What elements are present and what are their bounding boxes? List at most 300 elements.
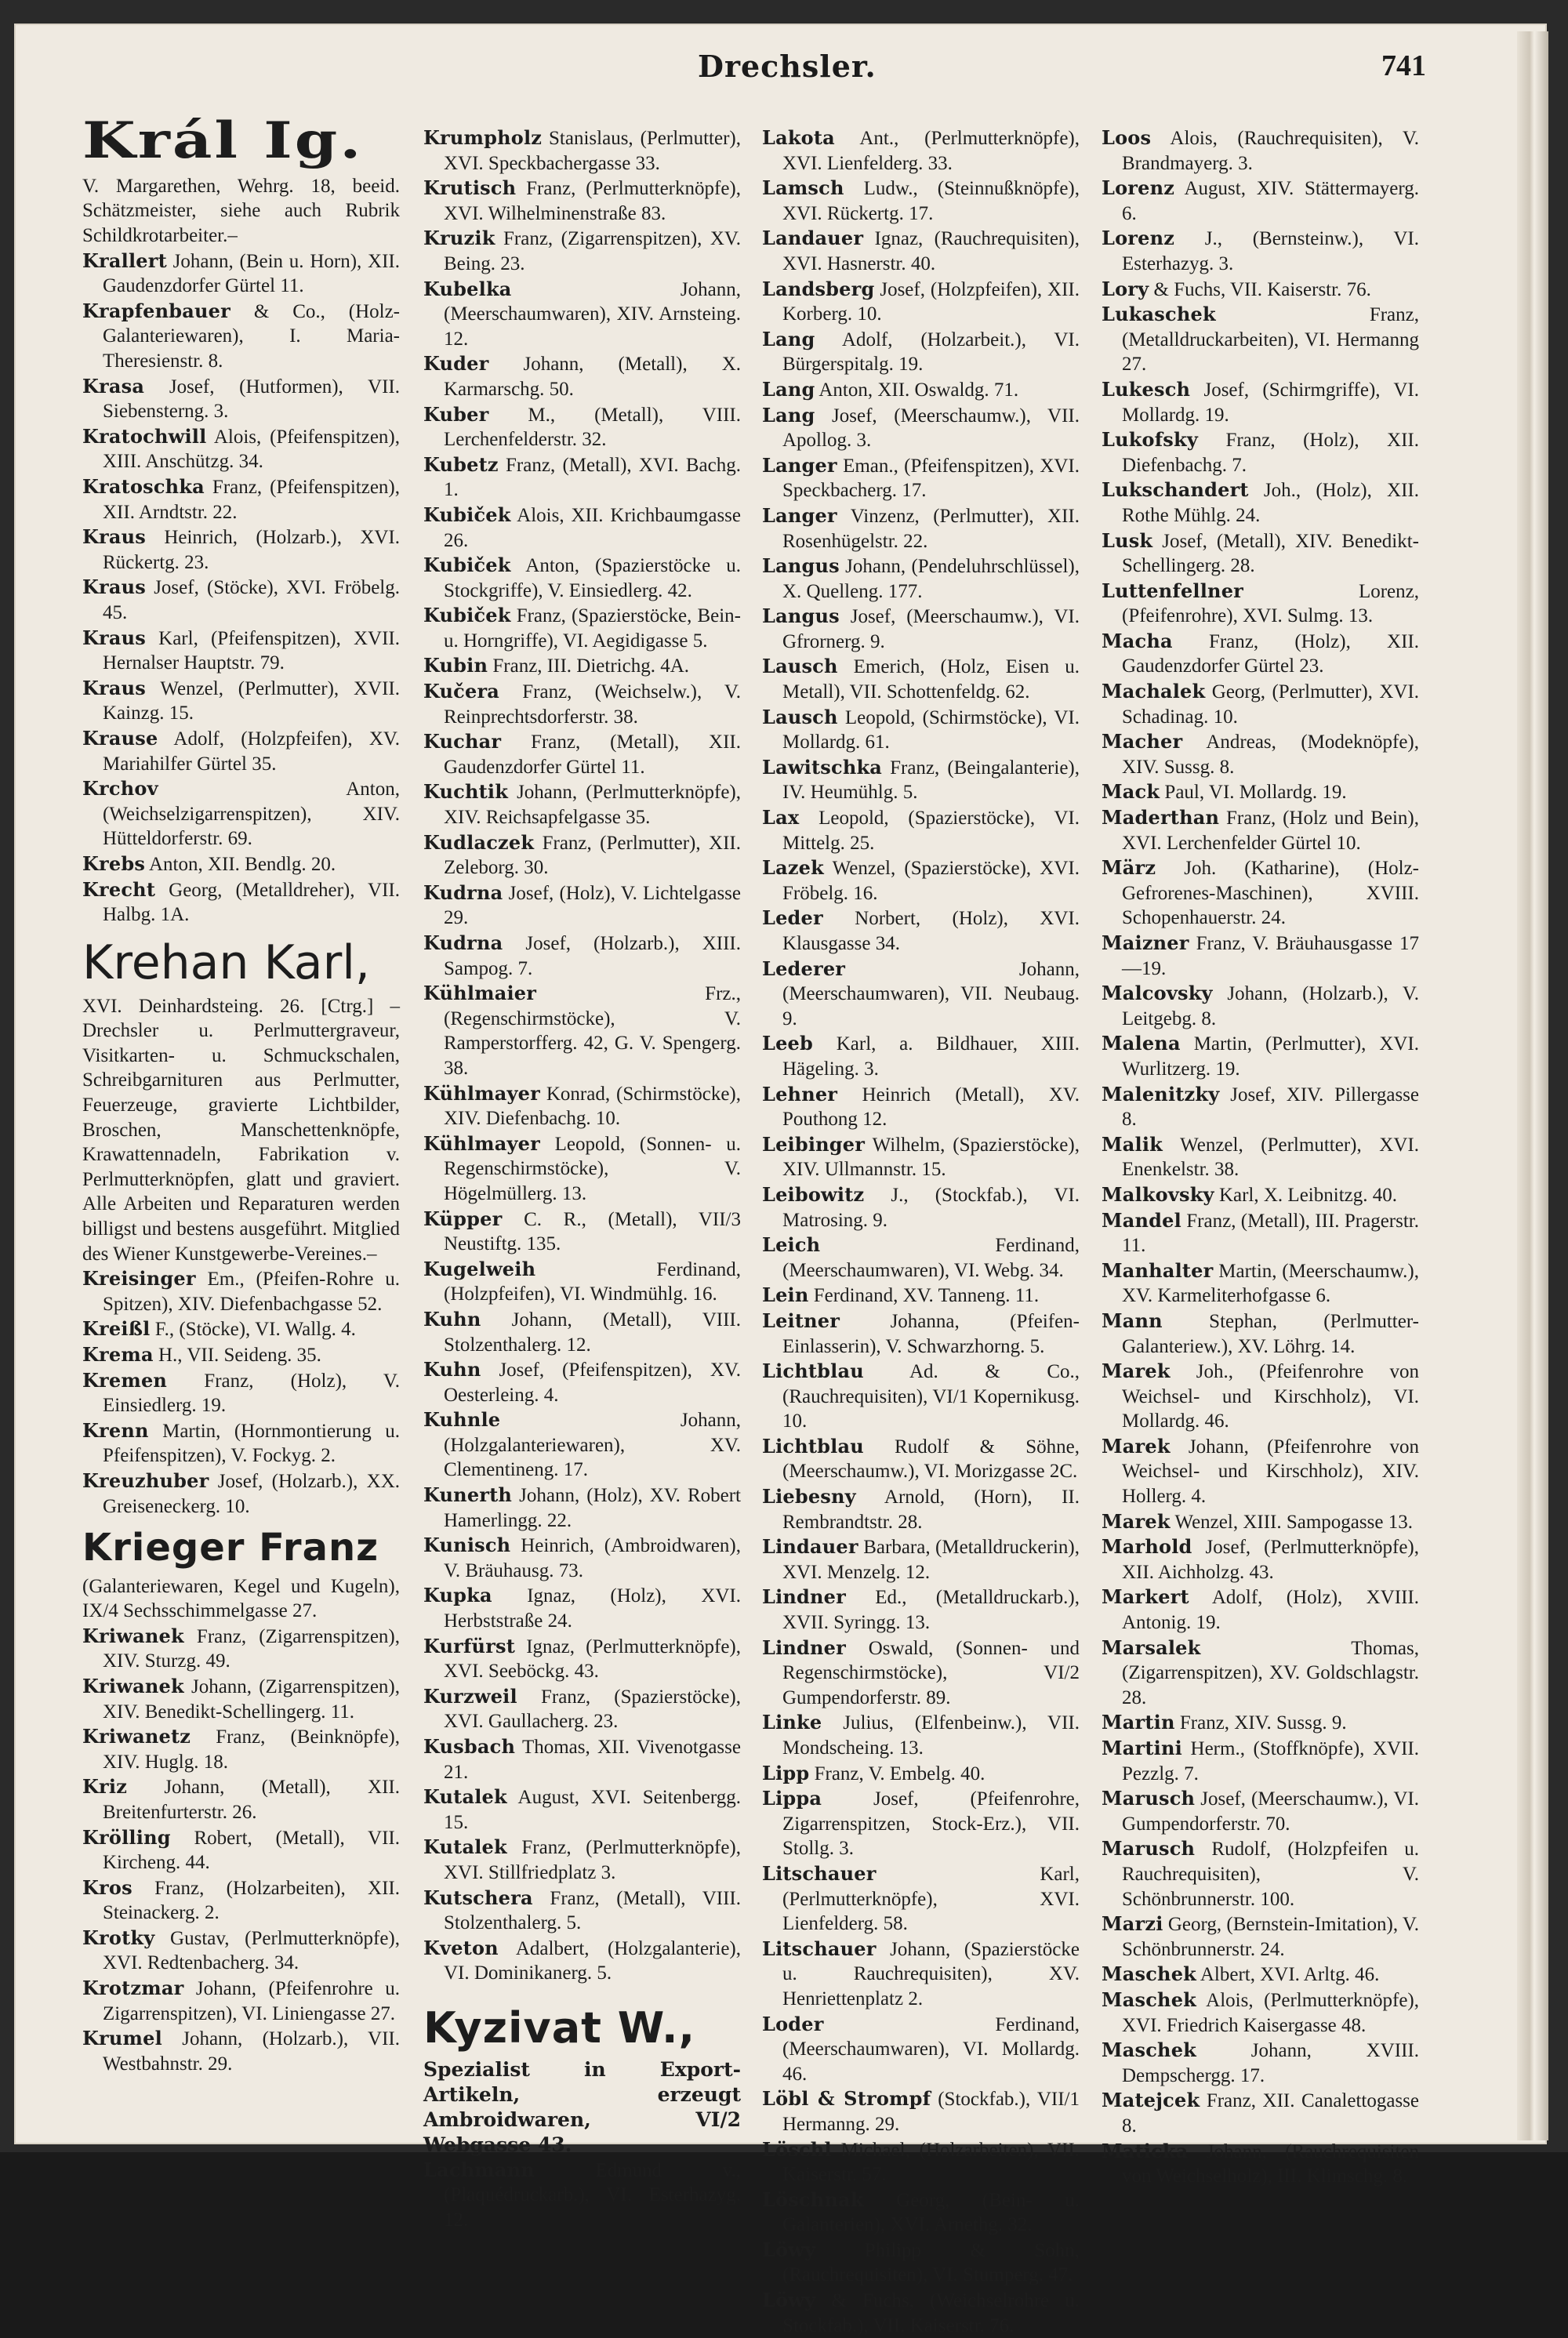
entry-name: Kupka bbox=[423, 1584, 492, 1607]
entry-details: Johann, (Pendeluhrschlüssel), X. Quelleng. 177. bbox=[782, 556, 1080, 602]
entry-details: Josef, (Holz), V. Lichtelgasse 29. bbox=[444, 882, 741, 929]
entry-details: Josef, (Holzarb.), XIII. Sampog. 7. bbox=[444, 933, 741, 979]
entry-name: Martin bbox=[1102, 1711, 1175, 1734]
entry-details: Albert, XVI. Arltg. 46. bbox=[1200, 1964, 1380, 1986]
entry-details: Franz, (Metall), III. Pragerstr. 11. bbox=[1122, 1210, 1419, 1257]
directory-entry bbox=[82, 1624, 400, 1674]
directory-entry bbox=[82, 1368, 400, 1418]
entry-details: Josef, (Meerschaumw.), VI. Gumpendorferstr. 70. bbox=[1122, 1788, 1419, 1835]
entry-details: Ant., (Perlmutterknöpfe), XVI. Lienfelderg. 33. bbox=[782, 128, 1080, 174]
entry-details: Philipp & Sohn, (Rauchrequisiten), VI. Stumperg. 47. bbox=[782, 2239, 1080, 2286]
directory-entry bbox=[423, 931, 741, 981]
entry-name: Marek bbox=[1102, 1434, 1171, 1458]
directory-entry bbox=[423, 1207, 741, 1257]
directory-entry bbox=[1102, 2139, 1419, 2189]
column-4 bbox=[1102, 125, 1419, 2189]
directory-entry bbox=[1102, 125, 1419, 176]
entry-name: Kusbach bbox=[423, 1735, 516, 1758]
entry-name: Lindner bbox=[762, 1636, 846, 1659]
entry-name: Lorenz bbox=[1102, 227, 1175, 250]
entry-details: Josef, (Meerschaumw.), VII. Apollog. 3. bbox=[782, 405, 1080, 452]
entry-name: Loder bbox=[762, 2012, 824, 2035]
entry-details: Paul, VI. Mollardg. 19. bbox=[1164, 782, 1347, 804]
entry-details: Josef, (Stöcke), XVI. Fröbelg. 45. bbox=[103, 577, 401, 623]
entry-name: Kuber bbox=[423, 402, 489, 426]
directory-entry bbox=[762, 2086, 1080, 2137]
entry-name: Kuhnle bbox=[423, 1408, 501, 1432]
entry-details: Joh., (Pfeifenrohre von Weichsel- und Kirschholz), VI. Mollardg. 46. bbox=[1122, 1361, 1419, 1432]
entry-details: Andreas, (Modeknöpfe), XIV. Sussg. 8. bbox=[1122, 732, 1419, 778]
entry-name: Markert bbox=[1102, 1585, 1189, 1609]
entry-name: Kudrna bbox=[423, 880, 503, 904]
entry-name: Kros bbox=[82, 1875, 132, 1899]
entry-name: Kurzweil bbox=[423, 1684, 517, 1708]
entry-details: Franz, (Perlmutter), XII. Zeleborg. 30. bbox=[444, 832, 741, 879]
entry-details: Georg, (Bernstein-Imitation), V. Schönbrunnerstr. 24. bbox=[1122, 1914, 1419, 1960]
directory-entry bbox=[423, 1081, 741, 1131]
entry-details: Karl, (Perlmutterknöpfe), XVI. Lienfelderg. 58. bbox=[782, 1863, 1080, 1935]
entry-details: Eman., (Pfeifenspitzen), XVI. Speckbacherg. 17. bbox=[782, 455, 1080, 502]
entry-details: Franz, (Pfeifenspitzen), XII. Arndtstr. 22. bbox=[103, 477, 401, 523]
entry-name: Kuchtik bbox=[423, 780, 509, 804]
directory-entry bbox=[423, 1734, 741, 1784]
entry-details: Josef, (Pfeifenrohre, Zigarrenspitzen, Stock-Erz.), VII. Stollg. 3. bbox=[782, 1788, 1080, 1860]
entry-name: Kraus bbox=[82, 676, 147, 699]
entry-details: Gustav, (Perlmutterknöpfe), XVI. Redtenbacherg. 34. bbox=[103, 1927, 400, 1974]
entry-details: Franz, V. Bräuhausgasse 17—19. bbox=[1122, 933, 1420, 979]
directory-entry bbox=[1102, 1309, 1419, 1359]
entry-details: Franz, (Weichselw.), V. Reinprechtsdorferstr. 38. bbox=[444, 681, 742, 728]
directory-entry bbox=[762, 1710, 1080, 1760]
directory-entry bbox=[1102, 629, 1419, 679]
directory-entry bbox=[82, 1976, 400, 2026]
directory-entry bbox=[1102, 1636, 1419, 1711]
directory-entry bbox=[423, 729, 741, 779]
directory-entry bbox=[762, 1534, 1080, 1585]
directory-entry bbox=[1102, 1258, 1419, 1309]
entry-details: Oswald, (Sonnen- und Regenschirmstöcke), VI/2 Gumpendorferstr. 89. bbox=[782, 1637, 1080, 1708]
directory-entry bbox=[423, 1784, 741, 1835]
entry-name: Macha bbox=[1102, 629, 1173, 652]
entry-name: Kuder bbox=[423, 352, 489, 376]
entry-details: Wilhelm, (Spazierstöcke), XIV. Ullmannstr. 15. bbox=[782, 1134, 1080, 1181]
entry-details: Johann, (Rauchrequisiten von Weichselholz), III. Klimschg. 8. bbox=[1122, 2140, 1419, 2187]
directory-entry bbox=[1102, 176, 1419, 226]
directory-entry bbox=[423, 2158, 741, 2233]
directory-entry bbox=[423, 830, 741, 880]
entry-name: Kunisch bbox=[423, 1534, 511, 1557]
directory-entry bbox=[1102, 579, 1419, 629]
directory-entry bbox=[762, 1309, 1080, 1359]
entry-name: Kühlmayer bbox=[423, 1081, 540, 1105]
entry-name: Mann bbox=[1102, 1309, 1163, 1332]
entry-details: Johann, (Meerschaumwaren), XIV. Arnsteing. 12. bbox=[444, 278, 741, 350]
page-edge bbox=[1517, 31, 1548, 2140]
directory-entry bbox=[423, 1835, 741, 1885]
entry-name: Lorenz bbox=[1102, 176, 1175, 200]
display-ad-name: Krehan Karl, bbox=[82, 935, 370, 990]
entry-name: Kraus bbox=[82, 575, 147, 599]
entry-name: Lory bbox=[1102, 277, 1149, 300]
entry-details: J., (Stockfab.), VI. Matrosing. 9. bbox=[782, 1184, 1080, 1231]
entry-name: Lindauer bbox=[762, 1535, 858, 1559]
entry-details: Heinrich (Metall), XV. Pouthong 12. bbox=[782, 1084, 1080, 1131]
entry-name: Kriwanek bbox=[82, 1674, 184, 1697]
entry-name: Loos bbox=[1102, 126, 1152, 149]
directory-entry bbox=[1102, 1710, 1419, 1736]
entry-details: C. R., (Metall), VII/3 Neustiftg. 135. bbox=[444, 1208, 741, 1255]
entry-details: Franz, (Spazierstöcke), XVI. Gaullacherg. 23. bbox=[444, 1686, 742, 1733]
entry-name: Lehner bbox=[762, 1082, 838, 1105]
entry-details: Stephan, (Perlmutter-Galanteriew.), XV. Löhrg. 14. bbox=[1122, 1310, 1419, 1357]
entry-name: Krebs bbox=[82, 851, 146, 875]
entry-details: Ferdinand, (Meerschaumwaren), VI. Webg. 34. bbox=[782, 1235, 1080, 1281]
entry-name: Kruzik bbox=[423, 227, 495, 250]
entry-details: Anton, (Weichselzigarrenspitzen), XIV. Hütteldorferstr. 69. bbox=[103, 779, 400, 850]
display-ad-text: Spezialist in Export-Artikeln, erzeugt Ambroidwaren, VI/2 Webgasse 43. bbox=[423, 2057, 741, 2156]
directory-entry bbox=[1102, 805, 1419, 855]
entry-name: Lax bbox=[762, 806, 800, 830]
directory-entry bbox=[1102, 226, 1419, 276]
entry-name: Langer bbox=[762, 503, 837, 527]
entry-details: Ferdinand, (Holzpfeifen), VI. Windmühlg. 16. bbox=[444, 1258, 741, 1305]
entry-name: Marsalek bbox=[1102, 1636, 1201, 1659]
entry-details: Johann, (Zigarrenspitzen), XIV. Benedikt-Schellingerg. 11. bbox=[103, 1675, 400, 1723]
directory-entry bbox=[1102, 1434, 1419, 1509]
entry-name: Krenn bbox=[82, 1418, 149, 1442]
directory-entry bbox=[423, 653, 741, 679]
directory-entry bbox=[762, 1937, 1080, 2012]
directory-entry bbox=[82, 1926, 400, 1976]
entry-name: Maschek bbox=[1102, 1988, 1196, 2011]
entry-details: Ignaz, (Rauchrequisiten), XVI. Hasnerstr. 40. bbox=[782, 228, 1080, 274]
directory-entry bbox=[762, 1359, 1080, 1434]
directory-entry bbox=[1102, 981, 1419, 1031]
directory-entry bbox=[1102, 1359, 1419, 1434]
directory-entry bbox=[762, 226, 1080, 276]
directory-entry bbox=[82, 1875, 400, 1926]
entry-name: Malik bbox=[1102, 1132, 1163, 1156]
entry-name: Lukofsky bbox=[1102, 428, 1198, 452]
entry-details: Adalbert, (Holzgalanterie), VI. Dominikanerg. 5. bbox=[444, 1937, 741, 1984]
entry-details: Johann, (Pfeifenrohre von Weichsel- und Kirschholz), XIV. Hollerg. 4. bbox=[1122, 1436, 1420, 1508]
entry-name: Kučera bbox=[423, 680, 500, 703]
directory-entry bbox=[762, 855, 1080, 906]
directory-entry bbox=[1102, 528, 1419, 579]
directory-entry bbox=[1102, 779, 1419, 805]
entry-details: Georg, (Perlmutter), XVI. Schadinag. 10. bbox=[1122, 681, 1420, 728]
entry-name: Lippa bbox=[762, 1787, 822, 1810]
entry-details: Josef, XIV. Pillergasse 8. bbox=[1122, 1084, 1420, 1131]
directory-entry bbox=[82, 1724, 400, 1774]
directory-entry bbox=[423, 1357, 741, 1407]
directory-entry bbox=[82, 676, 400, 726]
entry-name: Krutisch bbox=[423, 176, 517, 200]
directory-entry bbox=[762, 604, 1080, 654]
entry-details: Arnold, (Horn), II. Rembrandtstr. 28. bbox=[782, 1487, 1080, 1533]
entry-name: Marek bbox=[1102, 1509, 1171, 1533]
directory-entry bbox=[423, 1634, 741, 1684]
entry-details: Josef, (Metall), XIV. Benedikt-Schellingerg. 28. bbox=[1122, 530, 1420, 577]
directory-entry bbox=[1102, 277, 1419, 303]
entry-name: Leder bbox=[762, 906, 823, 930]
entry-name: Lachmann bbox=[423, 2158, 535, 2181]
entry-details: & Fuchs, VII. Kaiserstr. 76. bbox=[1153, 278, 1371, 300]
entry-details: Alois, XII. Krichbaumgasse 26. bbox=[444, 504, 742, 551]
entry-name: Malcovsky bbox=[1102, 982, 1213, 1005]
entry-name: Lukschandert bbox=[1102, 478, 1249, 502]
directory-entry bbox=[1102, 302, 1419, 377]
entry-details: Franz, (Holz), XII. Gaudenzdorfer Gürtel 23. bbox=[1122, 630, 1420, 677]
entry-details: Johann, XVIII. Dempschergg. 17. bbox=[1122, 2040, 1419, 2086]
directory-entry bbox=[82, 1266, 400, 1316]
entry-name: Liebesny bbox=[762, 1485, 856, 1508]
entry-details: H., VII. Seideng. 35. bbox=[158, 1345, 321, 1367]
directory-entry bbox=[82, 1825, 400, 1875]
entry-details: Ferdinand, XV. Tanneng. 11. bbox=[813, 1285, 1040, 1307]
entry-name: Krölling bbox=[82, 1825, 171, 1849]
entry-name: Matejcek bbox=[1102, 2089, 1200, 2112]
entry-details: Leopold, (Schirmstöcke), VI. Mollardg. 61. bbox=[782, 706, 1080, 753]
entry-details: Johann, (Spazierstöcke u. Rauchrequisiten), XV. Henriettenplatz 2. bbox=[782, 1938, 1080, 2009]
entry-name: Kurfürst bbox=[423, 1634, 516, 1657]
entry-name: Krumel bbox=[82, 2027, 162, 2050]
entry-name: Kubin bbox=[423, 654, 488, 677]
entry-name: Kudrna bbox=[423, 931, 503, 954]
entry-name: Kratochwill bbox=[82, 424, 207, 448]
entry-name: Litschauer bbox=[762, 1937, 877, 1960]
entry-name: Kuhn bbox=[423, 1307, 481, 1331]
entry-name: Kuhn bbox=[423, 1358, 481, 1381]
entry-details: Johann, (Holz), XV. Robert Hamerlingg. 22. bbox=[444, 1485, 742, 1531]
entry-details: Johann, (Perlmutterknöpfe), XIV. Reichsapfelgasse 35. bbox=[444, 782, 741, 829]
directory-entry bbox=[762, 1132, 1080, 1182]
entry-details: Franz, (Holz), V. Einsiedlerg. 19. bbox=[103, 1370, 400, 1417]
entry-details: Rudolf, (Holzpfeifen u. Rauchrequisiten), V. Schönbrunnerstr. 100. bbox=[1122, 1839, 1419, 1910]
directory-entry bbox=[762, 957, 1080, 1032]
entry-details: Martin, (Perlmutter), XVI. Wurlitzerg. 19. bbox=[1122, 1033, 1420, 1080]
directory-entry bbox=[1102, 1132, 1419, 1182]
entry-name: Kremen bbox=[82, 1368, 168, 1392]
entry-details: M., (Metall), VIII. Lerchenfelderstr. 32. bbox=[444, 404, 742, 451]
entry-name: Krchov bbox=[82, 777, 158, 801]
entry-name: Krallert bbox=[82, 249, 167, 272]
entry-name: Maschek bbox=[1102, 2038, 1196, 2062]
directory-entry bbox=[423, 1886, 741, 1936]
entry-details: Josef, (Perlmutterknöpfe), XII. Aichholzg. 43. bbox=[1122, 1537, 1420, 1583]
entry-details: Ferdinand, (Meerschaumwaren), VI. Mollardg. 46. bbox=[782, 2013, 1080, 2085]
entry-name: Kriwanek bbox=[82, 1624, 184, 1647]
directory-entry bbox=[423, 402, 741, 452]
entry-name: Maderthan bbox=[1102, 806, 1220, 830]
directory-entry bbox=[1102, 1031, 1419, 1081]
entry-details: Adolf, (Holzarbeit.), VI. Bürgerspitalg. 19. bbox=[782, 329, 1080, 376]
entry-name: Marhold bbox=[1102, 1535, 1192, 1559]
directory-entry bbox=[423, 503, 741, 553]
directory-entry bbox=[1102, 931, 1419, 981]
entry-details: & Co., (Holz-Galanteriewaren), I. Maria-Theresienstr. 8. bbox=[103, 300, 401, 372]
directory-entry bbox=[423, 1257, 741, 1307]
entry-details: Franz, (Metall), XII. Gaudenzdorfer Gürtel 11. bbox=[444, 732, 741, 778]
entry-name: Malena bbox=[1102, 1032, 1181, 1055]
entry-name: Leibinger bbox=[762, 1132, 866, 1156]
entry-details: Adolf, (Holzpfeifen), XV. Mariahilfer Gürtel 35. bbox=[103, 728, 401, 775]
directory-entry bbox=[1102, 1988, 1419, 2038]
entry-details: Franz, V. Embelg. 40. bbox=[814, 1763, 985, 1784]
entry-details: (Stockfab.), VII/1 Hermanng. 29. bbox=[782, 2089, 1080, 2135]
entry-name: Lein bbox=[762, 1283, 809, 1307]
directory-entry bbox=[423, 1131, 741, 1207]
entry-details: Wenzel, (Perlmutter), XVII. Kainzg. 15. bbox=[103, 677, 400, 724]
entry-name: Landsberg bbox=[762, 277, 875, 300]
entry-details: Johann, (Holzarb.), V. Leitgebg. 8. bbox=[1122, 983, 1420, 1029]
directory-entry bbox=[762, 2238, 1080, 2288]
directory-entry bbox=[762, 2187, 1080, 2238]
entry-details: Anton, (Spazierstöcke u. Stockgriffe), V. Einsiedlerg. 42. bbox=[444, 555, 742, 601]
entry-details: Josef, (Hutformen), VII. Siebensterng. 3. bbox=[103, 376, 400, 423]
entry-name: Kubiček bbox=[423, 604, 511, 627]
entry-name: Lipp bbox=[762, 1761, 810, 1784]
entry-details: Franz, XIV. Sussg. 9. bbox=[1179, 1712, 1347, 1734]
entry-details: Johanna, (Pfeifen-Einlasserin), V. Schwarzhorng. 5. bbox=[782, 1310, 1080, 1357]
entry-name: Mandel bbox=[1102, 1208, 1181, 1232]
entry-name: Kreisinger bbox=[82, 1267, 196, 1291]
entry-details: Franz, (Zigarrenspitzen), XIV. Sturzg. 49. bbox=[103, 1625, 400, 1672]
entry-details: Martin, (Hornmontierung u. Pfeifenspitzen), V. Fockyg. 2. bbox=[103, 1420, 400, 1467]
entry-name: Krause bbox=[82, 726, 158, 750]
directory-entry bbox=[82, 1469, 400, 1519]
display-ad-name: Kyzivat W., bbox=[423, 2002, 695, 2053]
directory-entry bbox=[82, 851, 400, 877]
directory-entry bbox=[1102, 729, 1419, 779]
entry-details: J., (Bernsteinw.), VI. Esterhazyg. 3. bbox=[1122, 228, 1419, 274]
entry-name: Lukesch bbox=[1102, 377, 1191, 401]
directory-entry bbox=[1102, 1736, 1419, 1786]
entry-details: Johann, (Metall), VIII. Stolzenthalerg. 12. bbox=[444, 1309, 742, 1356]
entry-details: Josef, (Pfeifenspitzen), XV. Oesterleing. 4. bbox=[444, 1360, 742, 1406]
entry-name: Langus bbox=[762, 554, 840, 578]
directory-entry bbox=[762, 277, 1080, 327]
entry-details: Franz, (Perlmutterknöpfe), XVI. Wilhelminenstraße 83. bbox=[444, 178, 741, 224]
entry-name: Leich bbox=[762, 1233, 821, 1257]
entry-name: Löwy bbox=[762, 2238, 816, 2261]
entry-details: Franz, (Perlmutterknöpfe), XVI. Stillfriedplatz 3. bbox=[444, 1837, 741, 1883]
directory-entry bbox=[762, 125, 1080, 176]
directory-entry bbox=[82, 1342, 400, 1368]
entry-name: Marusch bbox=[1102, 1787, 1196, 1810]
directory-entry bbox=[762, 1283, 1080, 1309]
directory-entry bbox=[423, 553, 741, 603]
directory-entry bbox=[82, 877, 400, 928]
entry-details: Michael, (Holzarbeiten), VII. Kaiserstr. 57. bbox=[782, 2139, 1080, 2186]
directory-entry bbox=[762, 1861, 1080, 1937]
entry-details: Anton, XII. Bendlg. 20. bbox=[148, 853, 336, 875]
entry-details: Karl, X. Leibnitzg. 40. bbox=[1218, 1184, 1397, 1206]
entry-details: Johann, (Holzarb.), VII. Westbahnstr. 29. bbox=[103, 2028, 401, 2075]
directory-entry bbox=[423, 1936, 741, 1986]
entry-details: Ignaz, (Holz), XVI. Herbststraße 24. bbox=[444, 1585, 741, 1632]
entry-name: Kutschera bbox=[423, 1886, 533, 1909]
directory-entry bbox=[423, 1583, 741, 1633]
entry-details: Em., (Pfeifen-Rohre u. Spitzen), XIV. Diefenbachgasse 52. bbox=[103, 1269, 401, 1315]
entry-details: Thomas, (Zigarrenspitzen), XV. Goldschlagstr. 28. bbox=[1122, 1637, 1419, 1708]
entry-name: Litschauer bbox=[762, 1861, 877, 1885]
entry-details: Joh., (Holz), XII. Rothe Mühlg. 24. bbox=[1122, 480, 1419, 526]
entry-name: Maschek bbox=[1102, 1962, 1196, 1986]
entry-details: Leopold, (Spazierstöcke), VI. Mittelg. 25. bbox=[782, 808, 1080, 854]
entry-details: Lorenz, (Pfeifenrohre), XVI. Sulmg. 13. bbox=[1122, 580, 1419, 627]
entry-details: Franz, (Metalldruckarbeiten), VI. Hermanng 27. bbox=[1122, 304, 1419, 376]
directory-entry bbox=[762, 1233, 1080, 1283]
entry-details: Josef, (Schirmgriffe), VI. Mollardg. 19. bbox=[1122, 379, 1419, 426]
entry-name: Marusch bbox=[1102, 1837, 1196, 1861]
entry-details: Ignaz, (Perlmutterknöpfe), XVI. Seeböckg. 43. bbox=[444, 1636, 742, 1683]
entry-details: Johann, (Metall), XII. Breitenfurterstr. 26. bbox=[103, 1777, 400, 1823]
directory-entry bbox=[762, 1585, 1080, 1635]
entry-details: Joh. (Katharine), (Holz-Gefrorenes-Maschinen), XVIII. Schopenhauerstr. 24. bbox=[1122, 858, 1420, 929]
directory-entry bbox=[1102, 477, 1419, 528]
entry-name: Macher bbox=[1102, 730, 1183, 753]
entry-details: Johann, (Holzgalanteriewaren), XV. Clementineng. 17. bbox=[444, 1410, 741, 1481]
directory-entry bbox=[82, 1316, 400, 1342]
entry-details: Herm., (Stoffknöpfe), XVII. Pezzlg. 7. bbox=[1122, 1738, 1419, 1784]
directory-entry bbox=[1102, 855, 1419, 931]
column-2 bbox=[423, 125, 741, 2232]
entry-name: Krumpholz bbox=[423, 126, 543, 149]
entry-details: Johann, (Bein u. Horn), XII. Gaudenzdorfer Gürtel 11. bbox=[103, 250, 400, 297]
entry-name: Krapfenbauer bbox=[82, 299, 230, 322]
directory-entry bbox=[762, 176, 1080, 226]
entry-name: Lausch bbox=[762, 705, 838, 728]
entry-name: Lakota bbox=[762, 126, 835, 149]
directory-entry bbox=[82, 2026, 400, 2076]
entry-details: Franz, (Beingalanterie), IV. Heumühlg. 5. bbox=[782, 757, 1080, 804]
entry-details: Karl, (Pfeifenspitzen), XVII. Hernalser Hauptstr. 79. bbox=[103, 627, 401, 674]
entry-details: Josef, (Meerschaumw.), VI. Gfrornerg. 9. bbox=[782, 606, 1080, 652]
entry-name: Langer bbox=[762, 453, 837, 477]
entry-name: Langus bbox=[762, 604, 840, 628]
directory-entry bbox=[762, 1484, 1080, 1534]
entry-details: Anton, XII. Oswaldg. 71. bbox=[818, 379, 1019, 401]
entry-name: Lederer bbox=[762, 957, 846, 980]
directory-entry bbox=[82, 374, 400, 424]
entry-name: Lamsch bbox=[762, 176, 844, 200]
entry-details: Alois, (Pfeifenspitzen), XIII. Anschützg. 34. bbox=[103, 426, 400, 473]
entry-name: Lang bbox=[762, 403, 815, 427]
entry-details: Franz, (Metall), VIII. Stolzenthalerg. 5. bbox=[444, 1887, 741, 1934]
entry-details: Johann, (Pfeifenrohre u. Zigarrenspitzen), VI. Liniengasse 27. bbox=[103, 1978, 401, 2024]
directory-entry bbox=[423, 351, 741, 401]
column-1 bbox=[82, 111, 401, 2076]
entry-name: März bbox=[1102, 856, 1156, 880]
directory-entry bbox=[423, 1307, 741, 1357]
directory-entry bbox=[423, 880, 741, 931]
entry-details: Rudolf & Söhne, (Meerschaumw.), VI. Morizgasse 2C. bbox=[782, 1436, 1080, 1483]
directory-entry bbox=[1102, 1534, 1419, 1585]
entry-name: Kratoschka bbox=[82, 475, 205, 499]
directory-entry bbox=[1102, 1509, 1419, 1535]
entry-details: Robert, (Metall), VII. Kircheng. 44. bbox=[103, 1827, 400, 1874]
entry-name: Kubiček bbox=[423, 503, 511, 526]
directory-entry bbox=[1102, 1911, 1419, 1962]
directory-entry bbox=[1102, 1585, 1419, 1635]
directory-entry bbox=[82, 1674, 400, 1724]
entry-details: Barbara, (Metalldruckerin), XVI. Menzelg. 12. bbox=[782, 1537, 1080, 1583]
entry-name: Kühlmaier bbox=[423, 982, 537, 1005]
entry-name: Maizner bbox=[1102, 931, 1189, 954]
directory-entry bbox=[423, 226, 741, 276]
entry-name: Löschl bbox=[762, 2137, 832, 2161]
